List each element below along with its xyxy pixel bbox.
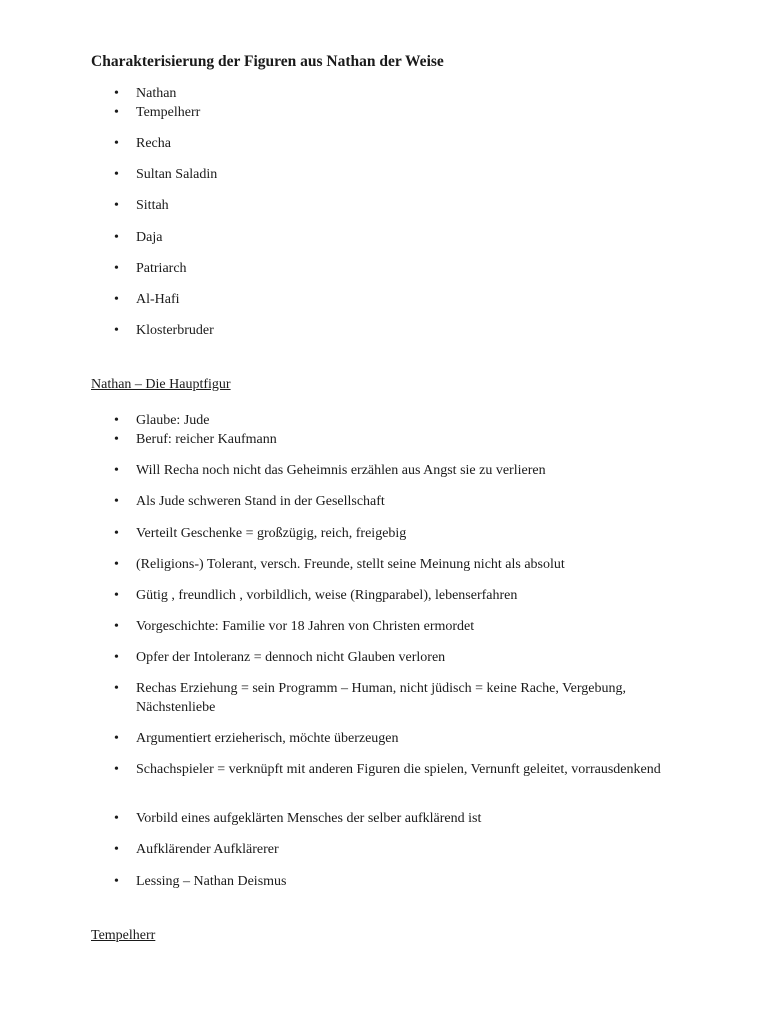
list-item-text: Tempelherr — [136, 105, 201, 120]
bullet-icon: • — [114, 261, 119, 276]
bullet-icon: • — [114, 557, 119, 572]
list-item — [114, 761, 696, 780]
list-item — [114, 197, 696, 216]
list-item-text: Sittah — [136, 198, 169, 213]
list-item — [114, 135, 696, 154]
list-item — [114, 104, 696, 123]
list-item — [114, 556, 696, 575]
list-item — [114, 166, 696, 185]
list-item — [114, 810, 696, 829]
list-item-text: Rechas Erziehung = sein Programm – Human, nicht jüdisch = keine Rache, Vergebung, Nächstenliebe — [136, 681, 626, 715]
list-item-text: Opfer der Intoleranz = dennoch nicht Glauben verloren — [136, 650, 446, 665]
list-item — [114, 493, 696, 512]
section-heading-tempelherr: Tempelherr — [91, 928, 156, 943]
list-item-text: Recha — [136, 136, 171, 151]
list-item — [114, 841, 696, 860]
bullet-icon: • — [114, 526, 119, 541]
list-item — [114, 587, 696, 606]
list-item-text: Daja — [136, 230, 163, 245]
section-heading-nathan: Nathan – Die Hauptfigur — [91, 377, 231, 392]
list-item — [114, 431, 696, 450]
list-item — [114, 85, 696, 104]
list-item — [114, 873, 696, 892]
list-item-text: Beruf: reicher Kaufmann — [136, 432, 277, 447]
list-item-text: Vorbild eines aufgeklärten Mensches der selber aufklärend ist — [136, 811, 482, 826]
list-item-text: Aufklärender Aufklärerer — [136, 842, 279, 857]
list-item-text: Schachspieler = verknüpft mit anderen Figuren die spielen, Vernunft geleitet, vorrausdenkend — [136, 762, 661, 777]
bullet-icon: • — [114, 811, 119, 826]
bullet-icon: • — [114, 413, 119, 428]
bullet-icon: • — [114, 463, 119, 478]
bullet-icon: • — [114, 681, 119, 696]
list-item — [114, 260, 696, 279]
bullet-icon: • — [114, 323, 119, 338]
bullet-icon: • — [114, 105, 119, 120]
bullet-icon: • — [114, 874, 119, 889]
bullet-icon: • — [114, 619, 119, 634]
document-title: Charakterisierung der Figuren aus Nathan der Weise — [91, 53, 444, 70]
bullet-icon: • — [114, 167, 119, 182]
bullet-icon: • — [114, 650, 119, 665]
list-item — [114, 649, 696, 668]
bullet-icon: • — [114, 494, 119, 509]
list-item — [114, 730, 696, 749]
list-item-text: Glaube: Jude — [136, 413, 210, 428]
list-item-text: Als Jude schweren Stand in der Gesellschaft — [136, 494, 385, 509]
bullet-icon: • — [114, 198, 119, 213]
list-item — [114, 462, 696, 481]
list-item — [114, 680, 696, 717]
list-item — [114, 525, 696, 544]
list-item — [114, 618, 696, 637]
list-item-text: Nathan — [136, 86, 177, 101]
bullet-icon: • — [114, 292, 119, 307]
bullet-icon: • — [114, 588, 119, 603]
list-item-text: Klosterbruder — [136, 323, 214, 338]
bullet-icon: • — [114, 136, 119, 151]
list-item-text: (Religions-) Tolerant, versch. Freunde, stellt seine Meinung nicht als absolut — [136, 557, 565, 572]
bullet-icon: • — [114, 762, 119, 777]
list-item-text: Verteilt Geschenke = großzügig, reich, freigebig — [136, 526, 407, 541]
list-item — [114, 229, 696, 248]
list-item-text: Al-Hafi — [136, 292, 180, 307]
list-item — [114, 291, 696, 310]
list-item-text: Vorgeschichte: Familie vor 18 Jahren von Christen ermordet — [136, 619, 475, 634]
list-item-text: Sultan Saladin — [136, 167, 218, 182]
list-item-text: Lessing – Nathan Deismus — [136, 874, 287, 889]
bullet-icon: • — [114, 432, 119, 447]
bullet-icon: • — [114, 731, 119, 746]
list-item-text: Patriarch — [136, 261, 187, 276]
bullet-icon: • — [114, 230, 119, 245]
list-item-text: Argumentiert erzieherisch, möchte überzeugen — [136, 731, 399, 746]
list-item — [114, 412, 696, 431]
bullet-icon: • — [114, 842, 119, 857]
bullet-icon: • — [114, 86, 119, 101]
list-item-text: Gütig , freundlich , vorbildlich, weise (Ringparabel), lebenserfahren — [136, 588, 518, 603]
list-item-text: Will Recha noch nicht das Geheimnis erzählen aus Angst sie zu verlieren — [136, 463, 546, 478]
list-item — [114, 322, 696, 341]
